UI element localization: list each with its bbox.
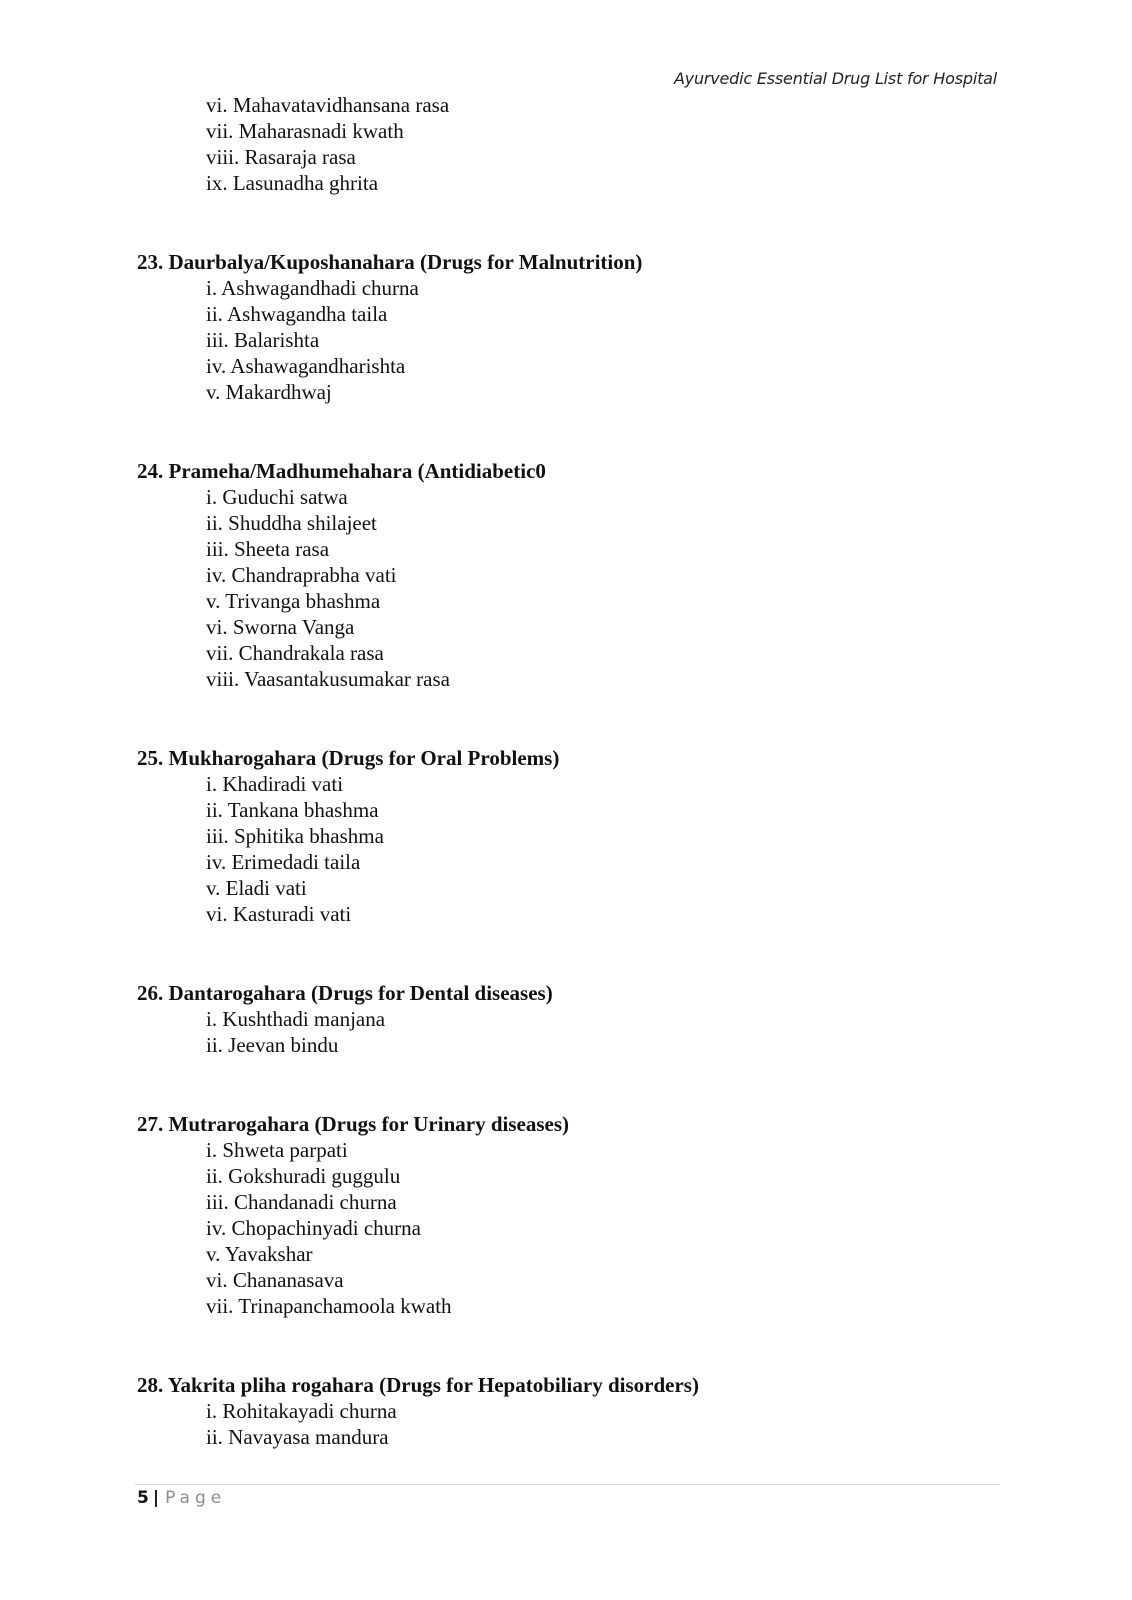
- list-item: iv. Ashawagandharishta: [206, 354, 406, 378]
- list-item: vi. Sworna Vanga: [206, 615, 355, 639]
- page-footer: [137, 1488, 226, 1508]
- list-item: iv. Erimedadi taila: [206, 850, 361, 874]
- list-item: iii. Chandanadi churna: [206, 1190, 397, 1214]
- list-item: v. Makardhwaj: [206, 380, 332, 404]
- list-item: viii. Vaasantakusumakar rasa: [206, 667, 450, 691]
- list-item: i. Kushthadi manjana: [206, 1007, 386, 1031]
- list-item: ii. Gokshuradi guggulu: [206, 1164, 401, 1188]
- list-item: vii. Maharasnadi kwath: [206, 119, 404, 143]
- list-item: ii. Navayasa mandura: [206, 1425, 389, 1449]
- continued-list: [137, 92, 997, 196]
- list-item: vii. Trinapanchamoola kwath: [206, 1294, 452, 1318]
- section-heading: 25. Mukharogahara (Drugs for Oral Problems): [137, 746, 560, 770]
- list-item: iv. Chandraprabha vati: [206, 563, 397, 587]
- footer-divider: [135, 1484, 1000, 1485]
- section-heading: 23. Daurbalya/Kuposhanahara (Drugs for Malnutrition): [137, 250, 643, 274]
- page-number: 5: [137, 1488, 149, 1508]
- running-header: Ayurvedic Essential Drug List for Hospital: [673, 69, 997, 88]
- list-item: i. Rohitakayadi churna: [206, 1399, 397, 1423]
- document-body: [137, 92, 997, 1450]
- list-item: vi. Chananasava: [206, 1268, 344, 1292]
- list-item: ii. Shuddha shilajeet: [206, 511, 377, 535]
- footer-separator: |: [152, 1488, 160, 1508]
- list-item: iii. Sheeta rasa: [206, 537, 330, 561]
- section-25: [137, 745, 997, 927]
- list-item: v. Trivanga bhashma: [206, 589, 381, 613]
- section-heading: 24. Prameha/Madhumehahara (Antidiabetic0: [137, 459, 546, 483]
- list-item: v. Eladi vati: [206, 876, 307, 900]
- section-heading: 27. Mutrarogahara (Drugs for Urinary diseases): [137, 1112, 570, 1136]
- page-label: Page: [165, 1488, 227, 1508]
- list-item: i. Ashwagandhadi churna: [206, 276, 419, 300]
- list-item: ii. Tankana bhashma: [206, 798, 379, 822]
- list-item: vi. Kasturadi vati: [206, 902, 352, 926]
- section-28: [137, 1372, 997, 1450]
- list-item: iii. Sphitika bhashma: [206, 824, 384, 848]
- list-item: i. Shweta parpati: [206, 1138, 348, 1162]
- section-23: [137, 249, 997, 405]
- list-item: vi. Mahavatavidhansana rasa: [206, 93, 450, 117]
- list-item: viii. Rasaraja rasa: [206, 145, 356, 169]
- list-item: ii. Jeevan bindu: [206, 1033, 339, 1057]
- section-heading: 26. Dantarogahara (Drugs for Dental diseases): [137, 981, 553, 1005]
- list-item: i. Khadiradi vati: [206, 772, 344, 796]
- section-24: [137, 458, 997, 692]
- list-item: iii. Balarishta: [206, 328, 320, 352]
- list-item: ii. Ashwagandha taila: [206, 302, 388, 326]
- section-26: [137, 980, 997, 1058]
- section-27: [137, 1111, 997, 1319]
- list-item: vii. Chandrakala rasa: [206, 641, 384, 665]
- list-item: iv. Chopachinyadi churna: [206, 1216, 421, 1240]
- list-item: ix. Lasunadha ghrita: [206, 171, 379, 195]
- list-item: i. Guduchi satwa: [206, 485, 348, 509]
- section-heading: 28. Yakrita pliha rogahara (Drugs for Hepatobiliary disorders): [137, 1373, 699, 1397]
- list-item: v. Yavakshar: [206, 1242, 313, 1266]
